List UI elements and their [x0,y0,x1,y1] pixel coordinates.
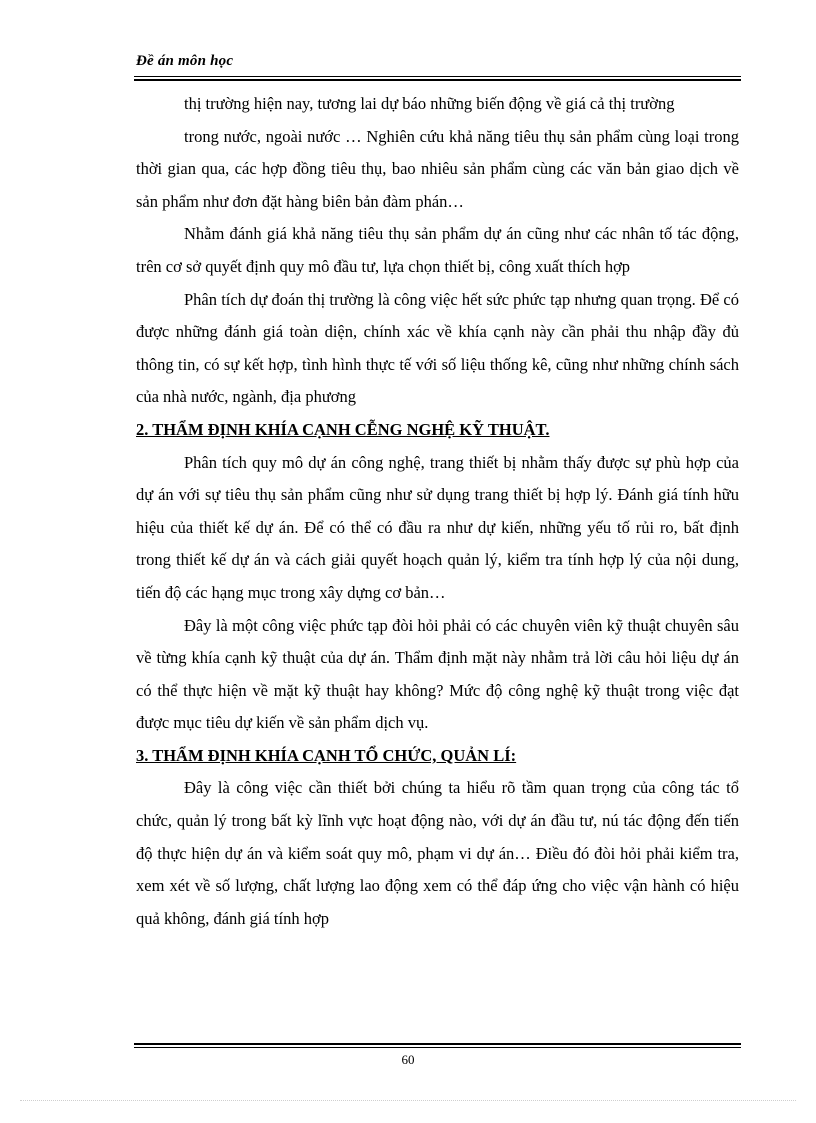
section-heading-organization: 3. THẨM ĐỊNH KHÍA CẠNH TỔ CHỨC, QUẢN LÍ: [136,745,517,765]
paragraph-market-analysis: Phân tích dự đoán thị trường là công việc hết sức phức tạp nhưng quan trọng. Để có được những đánh giá toàn diện, chính xác về khía cạnh này cần phải thu nhập đầy đủ thông tin, có sự kết hợp, tình hình thực tế với số liệu thống kê, cũng như những chính sách của nhà nước, ngành, địa phương [136,289,739,407]
footer-rule-bottom [134,1047,741,1048]
footer-rule-top [134,1043,741,1045]
header-rule-top [134,76,741,77]
page-edge-divider [20,1100,796,1101]
paragraph-organization: Đây là công việc cần thiết bởi chúng ta hiểu rõ tầm quan trọng của công tác tổ chức, quản lý trong bất kỳ lĩnh vực hoạt động nào, với dự án đầu tư, nú tác động đến tiến độ thực hiện dự án và kiểm soát quy mô, phạm vi dự án… Điều đó đòi hỏi phải kiểm tra, xem xét về số lượng, chất lượng lao động xem có thể đáp ứng cho việc vận hành có hiệu quả không, đánh giá tính hợp [136,778,739,928]
body-text [136,88,739,935]
paragraph-technology-experts: Đây là một công việc phức tạp đòi hỏi phải có các chuyên viên kỹ thuật chuyên sâu về từng khía cạnh kỹ thuật của dự án. Thẩm định mặt này nhằm trả lời câu hỏi liệu dự án có thể thực hiện về mặt kỹ thuật hay không? Mức độ công nghệ kỹ thuật trong việc đạt được mục tiêu dự kiến về sản phẩm dịch vụ. [136,615,739,733]
paragraph-consumption-assessment: Nhằm đánh giá khả năng tiêu thụ sản phẩm dự án cũng như các nhân tố tác động, trên cơ sở quyết định quy mô đầu tư, lựa chọn thiết bị, công xuất thích hợp [136,224,739,276]
paragraph-consumption-research: trong nước, ngoài nước … Nghiên cứu khả năng tiêu thụ sản phẩm cùng loại trong thời gian qua, các hợp đồng tiêu thụ, bao nhiêu sản phẩm cùng các văn bản giao dịch về sản phẩm như đơn đặt hàng biên bản đàm phán… [136,126,739,211]
paragraph-technology-scale: Phân tích quy mô dự án công nghệ, trang thiết bị nhằm thấy được sự phù hợp của dự án với sự tiêu thụ sản phẩm cũng như sử dụng trang thiết bị hợp lý. Đánh giá tính hữu hiệu của thiết kế dự án. Để có thể có đầu ra như dự kiến, những yếu tố rủi ro, bất định trong thiết kế dự án và cách giải quyết hoạch quản lý, kiểm tra tính hợp lý của nội dung, tiến độ các hạng mục trong xây dựng cơ bản… [136,452,739,602]
section-heading-technology: 2. THẨM ĐỊNH KHÍA CẠNH CỄNG NGHỆ KỸ THUẬT. [136,419,550,439]
page-number: 60 [401,1052,415,1067]
paragraph-market-trends: thị trường hiện nay, tương lai dự báo những biến động về giá cả thị trường [184,94,675,113]
header-title: Đề án môn học [136,53,234,69]
header-rule-bottom [134,79,741,81]
